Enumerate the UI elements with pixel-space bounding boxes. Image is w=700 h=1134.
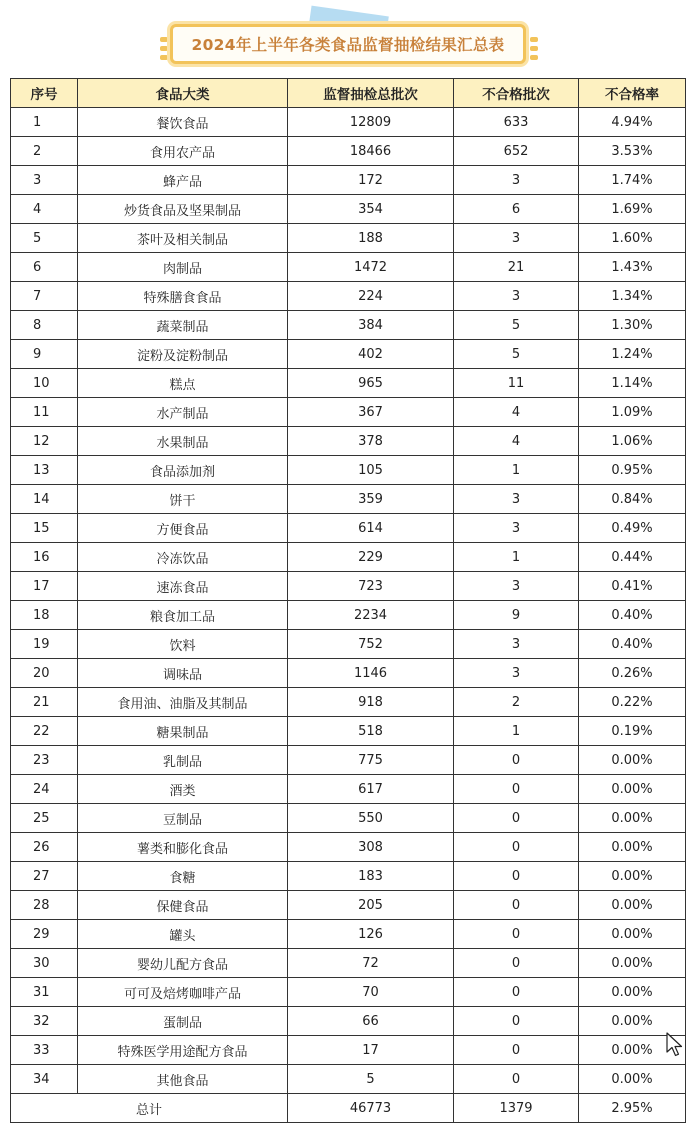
row-category: 水果制品 xyxy=(78,427,288,456)
row-index: 18 xyxy=(11,601,78,630)
row-unqualified-batches: 9 xyxy=(454,601,579,630)
table-row xyxy=(11,514,686,543)
row-category: 粮食加工品 xyxy=(78,601,288,630)
header-category: 食品大类 xyxy=(78,79,288,108)
table-row xyxy=(11,572,686,601)
row-total-batches: 70 xyxy=(288,978,454,1007)
summary-table xyxy=(10,78,686,1123)
row-unqualified-rate: 1.69% xyxy=(579,195,686,224)
row-category: 炒货食品及坚果制品 xyxy=(78,195,288,224)
row-index: 26 xyxy=(11,833,78,862)
table-row xyxy=(11,891,686,920)
row-unqualified-rate: 0.41% xyxy=(579,572,686,601)
table-row xyxy=(11,775,686,804)
row-category: 酒类 xyxy=(78,775,288,804)
row-unqualified-rate: 1.30% xyxy=(579,311,686,340)
row-total-batches: 518 xyxy=(288,717,454,746)
table-row xyxy=(11,1036,686,1065)
row-unqualified-batches: 0 xyxy=(454,978,579,1007)
row-total-batches: 205 xyxy=(288,891,454,920)
table-row xyxy=(11,369,686,398)
banner-notch xyxy=(160,55,168,60)
row-category: 调味品 xyxy=(78,659,288,688)
row-unqualified-batches: 3 xyxy=(454,659,579,688)
row-total-batches: 18466 xyxy=(288,137,454,166)
row-unqualified-batches: 3 xyxy=(454,224,579,253)
table-row xyxy=(11,920,686,949)
row-total-batches: 617 xyxy=(288,775,454,804)
row-total-batches: 1146 xyxy=(288,659,454,688)
total-batches: 46773 xyxy=(288,1094,454,1123)
row-category: 薯类和膨化食品 xyxy=(78,833,288,862)
row-total-batches: 1472 xyxy=(288,253,454,282)
row-category: 可可及焙烤咖啡产品 xyxy=(78,978,288,1007)
row-total-batches: 2234 xyxy=(288,601,454,630)
row-total-batches: 918 xyxy=(288,688,454,717)
row-index: 13 xyxy=(11,456,78,485)
table-row xyxy=(11,224,686,253)
banner-notch xyxy=(530,55,538,60)
row-total-batches: 723 xyxy=(288,572,454,601)
banner-notch xyxy=(530,37,538,42)
row-unqualified-batches: 4 xyxy=(454,398,579,427)
row-unqualified-rate: 0.00% xyxy=(579,1065,686,1094)
title-banner xyxy=(160,10,538,70)
header-total-batches: 监督抽检总批次 xyxy=(288,79,454,108)
row-index: 7 xyxy=(11,282,78,311)
page-title: 2024年上半年各类食品监督抽检结果汇总表 xyxy=(191,36,505,54)
row-unqualified-batches: 652 xyxy=(454,137,579,166)
row-unqualified-rate: 1.43% xyxy=(579,253,686,282)
row-category: 婴幼儿配方食品 xyxy=(78,949,288,978)
row-category: 饼干 xyxy=(78,485,288,514)
row-category: 淀粉及淀粉制品 xyxy=(78,340,288,369)
row-index: 6 xyxy=(11,253,78,282)
table-row xyxy=(11,688,686,717)
row-total-batches: 224 xyxy=(288,282,454,311)
row-total-batches: 183 xyxy=(288,862,454,891)
row-unqualified-rate: 1.74% xyxy=(579,166,686,195)
row-total-batches: 172 xyxy=(288,166,454,195)
row-unqualified-rate: 0.00% xyxy=(579,891,686,920)
row-unqualified-rate: 0.00% xyxy=(579,862,686,891)
row-index: 25 xyxy=(11,804,78,833)
row-index: 1 xyxy=(11,108,78,137)
row-index: 4 xyxy=(11,195,78,224)
total-label: 总计 xyxy=(11,1094,288,1123)
row-index: 23 xyxy=(11,746,78,775)
table-row xyxy=(11,1065,686,1094)
total-unqualified-batches: 1379 xyxy=(454,1094,579,1123)
row-index: 3 xyxy=(11,166,78,195)
row-category: 餐饮食品 xyxy=(78,108,288,137)
row-unqualified-rate: 1.14% xyxy=(579,369,686,398)
row-index: 2 xyxy=(11,137,78,166)
row-unqualified-rate: 1.24% xyxy=(579,340,686,369)
row-unqualified-rate: 4.94% xyxy=(579,108,686,137)
banner-notch xyxy=(530,46,538,51)
mouse-pointer-icon xyxy=(666,1032,684,1058)
row-index: 29 xyxy=(11,920,78,949)
row-total-batches: 402 xyxy=(288,340,454,369)
row-unqualified-batches: 0 xyxy=(454,862,579,891)
row-index: 22 xyxy=(11,717,78,746)
row-category: 速冻食品 xyxy=(78,572,288,601)
row-unqualified-batches: 0 xyxy=(454,1036,579,1065)
row-unqualified-rate: 0.95% xyxy=(579,456,686,485)
row-unqualified-rate: 0.00% xyxy=(579,978,686,1007)
row-index: 12 xyxy=(11,427,78,456)
row-category: 特殊医学用途配方食品 xyxy=(78,1036,288,1065)
table-row xyxy=(11,340,686,369)
row-index: 21 xyxy=(11,688,78,717)
table-row xyxy=(11,543,686,572)
row-index: 17 xyxy=(11,572,78,601)
row-unqualified-batches: 3 xyxy=(454,282,579,311)
row-unqualified-batches: 0 xyxy=(454,833,579,862)
row-total-batches: 384 xyxy=(288,311,454,340)
row-index: 5 xyxy=(11,224,78,253)
table-body xyxy=(11,108,686,1094)
row-unqualified-rate: 1.60% xyxy=(579,224,686,253)
table-row xyxy=(11,398,686,427)
row-unqualified-batches: 5 xyxy=(454,340,579,369)
row-category: 方便食品 xyxy=(78,514,288,543)
row-category: 豆制品 xyxy=(78,804,288,833)
table-row xyxy=(11,108,686,137)
row-index: 14 xyxy=(11,485,78,514)
row-index: 15 xyxy=(11,514,78,543)
row-total-batches: 5 xyxy=(288,1065,454,1094)
row-category: 饮料 xyxy=(78,630,288,659)
header-unqualified-rate: 不合格率 xyxy=(579,79,686,108)
row-category: 食用油、油脂及其制品 xyxy=(78,688,288,717)
row-unqualified-batches: 3 xyxy=(454,630,579,659)
header-unqualified-batches: 不合格批次 xyxy=(454,79,579,108)
row-index: 24 xyxy=(11,775,78,804)
table-header-row xyxy=(11,79,686,108)
row-total-batches: 752 xyxy=(288,630,454,659)
row-category: 蜂产品 xyxy=(78,166,288,195)
row-total-batches: 72 xyxy=(288,949,454,978)
row-total-batches: 775 xyxy=(288,746,454,775)
row-category: 特殊膳食食品 xyxy=(78,282,288,311)
table-row xyxy=(11,804,686,833)
row-unqualified-rate: 0.40% xyxy=(579,601,686,630)
row-unqualified-rate: 0.00% xyxy=(579,775,686,804)
row-category: 蔬菜制品 xyxy=(78,311,288,340)
row-total-batches: 367 xyxy=(288,398,454,427)
row-unqualified-batches: 1 xyxy=(454,717,579,746)
title-box xyxy=(170,24,526,64)
row-unqualified-rate: 0.00% xyxy=(579,833,686,862)
row-unqualified-rate: 0.00% xyxy=(579,1007,686,1036)
row-category: 茶叶及相关制品 xyxy=(78,224,288,253)
row-unqualified-batches: 11 xyxy=(454,369,579,398)
row-unqualified-batches: 2 xyxy=(454,688,579,717)
row-total-batches: 126 xyxy=(288,920,454,949)
row-total-batches: 17 xyxy=(288,1036,454,1065)
row-total-batches: 66 xyxy=(288,1007,454,1036)
row-unqualified-rate: 0.00% xyxy=(579,1036,686,1065)
row-category: 肉制品 xyxy=(78,253,288,282)
row-total-batches: 965 xyxy=(288,369,454,398)
row-index: 16 xyxy=(11,543,78,572)
row-unqualified-rate: 0.84% xyxy=(579,485,686,514)
row-index: 9 xyxy=(11,340,78,369)
row-category: 食糖 xyxy=(78,862,288,891)
table-row xyxy=(11,978,686,1007)
row-unqualified-rate: 0.00% xyxy=(579,746,686,775)
row-unqualified-batches: 3 xyxy=(454,485,579,514)
row-unqualified-batches: 3 xyxy=(454,572,579,601)
row-unqualified-batches: 0 xyxy=(454,775,579,804)
table-row xyxy=(11,862,686,891)
row-total-batches: 12809 xyxy=(288,108,454,137)
row-total-batches: 359 xyxy=(288,485,454,514)
row-unqualified-batches: 1 xyxy=(454,456,579,485)
row-index: 11 xyxy=(11,398,78,427)
total-unqualified-rate: 2.95% xyxy=(579,1094,686,1123)
row-unqualified-rate: 0.26% xyxy=(579,659,686,688)
row-category: 糖果制品 xyxy=(78,717,288,746)
banner-notch xyxy=(160,37,168,42)
row-index: 10 xyxy=(11,369,78,398)
row-unqualified-rate: 0.00% xyxy=(579,949,686,978)
table-row xyxy=(11,195,686,224)
row-unqualified-batches: 6 xyxy=(454,195,579,224)
row-index: 31 xyxy=(11,978,78,1007)
row-unqualified-rate: 0.00% xyxy=(579,804,686,833)
banner-notch xyxy=(160,46,168,51)
row-unqualified-rate: 0.49% xyxy=(579,514,686,543)
header-index: 序号 xyxy=(11,79,78,108)
table-row xyxy=(11,485,686,514)
row-unqualified-batches: 0 xyxy=(454,1007,579,1036)
row-total-batches: 105 xyxy=(288,456,454,485)
table-row xyxy=(11,166,686,195)
table-row xyxy=(11,659,686,688)
row-total-batches: 188 xyxy=(288,224,454,253)
row-index: 20 xyxy=(11,659,78,688)
row-index: 8 xyxy=(11,311,78,340)
row-unqualified-rate: 1.09% xyxy=(579,398,686,427)
row-unqualified-batches: 4 xyxy=(454,427,579,456)
row-unqualified-rate: 0.19% xyxy=(579,717,686,746)
table-row xyxy=(11,630,686,659)
table-row xyxy=(11,833,686,862)
row-index: 30 xyxy=(11,949,78,978)
row-unqualified-batches: 0 xyxy=(454,920,579,949)
row-unqualified-batches: 21 xyxy=(454,253,579,282)
row-index: 32 xyxy=(11,1007,78,1036)
row-unqualified-batches: 1 xyxy=(454,543,579,572)
row-unqualified-batches: 3 xyxy=(454,514,579,543)
row-total-batches: 614 xyxy=(288,514,454,543)
total-row xyxy=(11,1094,686,1123)
row-category: 保健食品 xyxy=(78,891,288,920)
row-unqualified-batches: 0 xyxy=(454,804,579,833)
table-row xyxy=(11,427,686,456)
table-row xyxy=(11,137,686,166)
row-unqualified-batches: 0 xyxy=(454,891,579,920)
table-row xyxy=(11,717,686,746)
row-unqualified-rate: 0.22% xyxy=(579,688,686,717)
row-unqualified-rate: 1.34% xyxy=(579,282,686,311)
row-unqualified-rate: 3.53% xyxy=(579,137,686,166)
row-unqualified-batches: 0 xyxy=(454,949,579,978)
row-total-batches: 550 xyxy=(288,804,454,833)
row-unqualified-batches: 0 xyxy=(454,746,579,775)
row-category: 其他食品 xyxy=(78,1065,288,1094)
row-category: 食品添加剂 xyxy=(78,456,288,485)
row-unqualified-rate: 1.06% xyxy=(579,427,686,456)
row-unqualified-rate: 0.40% xyxy=(579,630,686,659)
table-row xyxy=(11,311,686,340)
row-index: 28 xyxy=(11,891,78,920)
row-index: 27 xyxy=(11,862,78,891)
row-category: 水产制品 xyxy=(78,398,288,427)
row-total-batches: 354 xyxy=(288,195,454,224)
row-category: 乳制品 xyxy=(78,746,288,775)
row-unqualified-rate: 0.00% xyxy=(579,920,686,949)
row-category: 食用农产品 xyxy=(78,137,288,166)
row-category: 冷冻饮品 xyxy=(78,543,288,572)
row-category: 罐头 xyxy=(78,920,288,949)
row-index: 33 xyxy=(11,1036,78,1065)
table-row xyxy=(11,282,686,311)
table-row xyxy=(11,1007,686,1036)
table-row xyxy=(11,253,686,282)
row-unqualified-rate: 0.44% xyxy=(579,543,686,572)
row-unqualified-batches: 5 xyxy=(454,311,579,340)
row-index: 34 xyxy=(11,1065,78,1094)
row-total-batches: 378 xyxy=(288,427,454,456)
row-total-batches: 308 xyxy=(288,833,454,862)
row-index: 19 xyxy=(11,630,78,659)
table-row xyxy=(11,746,686,775)
table-row xyxy=(11,601,686,630)
row-category: 蛋制品 xyxy=(78,1007,288,1036)
row-unqualified-batches: 3 xyxy=(454,166,579,195)
row-unqualified-batches: 0 xyxy=(454,1065,579,1094)
table-row xyxy=(11,456,686,485)
row-category: 糕点 xyxy=(78,369,288,398)
row-total-batches: 229 xyxy=(288,543,454,572)
table-row xyxy=(11,949,686,978)
row-unqualified-batches: 633 xyxy=(454,108,579,137)
